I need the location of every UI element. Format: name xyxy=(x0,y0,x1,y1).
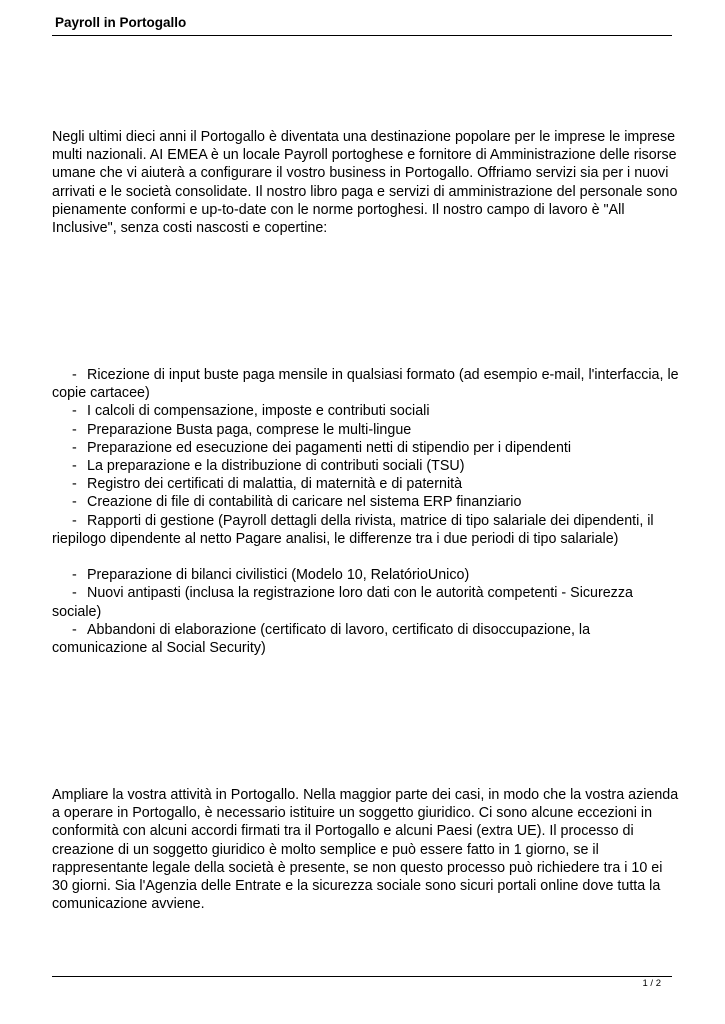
bullet-dash: - xyxy=(72,567,77,584)
list-item xyxy=(52,621,682,657)
bullet-dash: - xyxy=(72,458,77,475)
closing-paragraph: Ampliare la vostra attività in Portogallo. Nella maggior parte dei casi, in modo che la vostra azienda a operare in Portogallo, è necessario istituire un soggetto giuridico. Ci sono alcune eccezioni in conformità con alcuni accordi firmati tra il Portogallo e alcuni Paesi (extra UE). Il processo di creazione di un soggetto giuridico è molto semplice e può essere fatto in 1 giorno, se il rappresentante legale della società è presente, se non questo processo può richiedere tra i 10 ei 30 giorni. Sia l'Agenzia delle Entrate e la sicurezza sociale sono sicuri portali online dove tutta la comunicazione avviene. xyxy=(52,787,679,913)
list-item xyxy=(52,402,682,420)
document-title: Payroll in Portogallo xyxy=(55,15,187,30)
list-item xyxy=(52,475,682,493)
list-item xyxy=(52,439,682,457)
list-item xyxy=(52,457,682,475)
bullet-dash: - xyxy=(72,403,77,420)
list-item xyxy=(52,566,682,584)
list-item-text: Preparazione di bilanci civilistici (Modelo 10, RelatórioUnico) xyxy=(87,567,470,584)
bullet-dash: - xyxy=(72,439,77,456)
list-item-text: Rapporti di gestione (Payroll dettagli della rivista, matrice di tipo salariale dei dipendenti, il riepilogo dipendente al netto Pagare analisi, le differenze tra i due periodi di tipo salariale) xyxy=(52,512,654,547)
bullet-dash: - xyxy=(72,512,77,529)
list-item xyxy=(52,512,682,548)
list-item-text: Preparazione Busta paga, comprese le multi-lingue xyxy=(87,421,412,438)
intro-paragraph: Negli ultimi dieci anni il Portogallo è diventata una destinazione popolare per le imprese le imprese multi nazionali. AI EMEA è un locale Payroll portoghese e fornitore di Amministrazione delle risorse umane che vi aiuterà a configurare il vostro business in Portogallo. Offriamo servizi sia per i nuovi arrivati e le società consolidate. Il nostro libro paga e servizi di amministrazione del personale sono pienamente conformi e up-to-date con le norme portoghesi. Il nostro campo di lavoro è "All Inclusive", senza costi nascosti e copertine: xyxy=(52,129,678,237)
list-item-text: Preparazione ed esecuzione dei pagamenti netti di stipendio per i dipendenti xyxy=(87,439,572,456)
footer-divider xyxy=(52,976,672,977)
list-item xyxy=(52,493,682,511)
bullet-dash: - xyxy=(72,585,77,602)
bullet-dash: - xyxy=(72,494,77,511)
services-list xyxy=(52,366,682,657)
bullet-dash: - xyxy=(72,476,77,493)
list-item-text: Abbandoni di elaborazione (certificato di lavoro, certificato di disoccupazione, la comunicazione al Social Security) xyxy=(52,621,591,657)
bullet-dash: - xyxy=(72,621,77,638)
list-item xyxy=(52,584,682,620)
page-number: 1 / 2 xyxy=(642,978,661,989)
list-item-text: Nuovi antipasti (inclusa la registrazione loro dati con le autorità competenti - Sicurezza sociale) xyxy=(52,585,633,620)
list-item-text: Ricezione di input buste paga mensile in qualsiasi formato (ad esempio e-mail, l'interfaccia, le copie cartacee) xyxy=(52,367,679,402)
list-item-text: Registro dei certificati di malattia, di maternità e di paternità xyxy=(87,476,463,493)
bullet-dash: - xyxy=(72,367,77,383)
list-item-text: I calcoli di compensazione, imposte e contributi sociali xyxy=(87,403,430,420)
bullet-dash: - xyxy=(72,421,77,438)
list-item xyxy=(52,421,682,439)
list-item xyxy=(52,366,682,402)
list-item-text: La preparazione e la distribuzione di contributi sociali (TSU) xyxy=(87,458,465,475)
list-spacer xyxy=(52,548,682,566)
header-divider xyxy=(52,35,672,36)
list-item-text: Creazione di file di contabilità di caricare nel sistema ERP finanziario xyxy=(87,494,522,511)
